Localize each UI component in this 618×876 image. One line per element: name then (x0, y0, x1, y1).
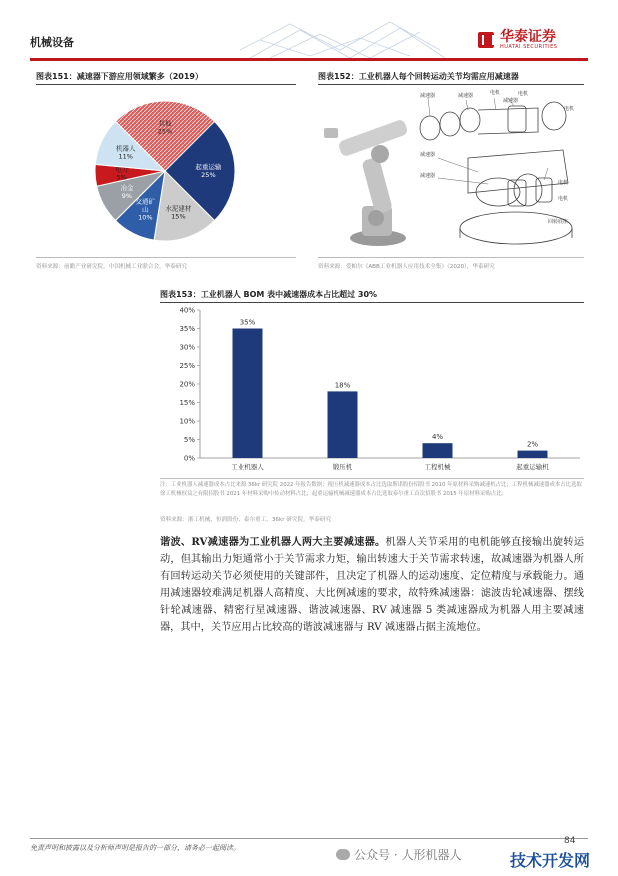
fig153-source: 资料来源：浙工机械，恒润股份，泰尔重工，36kr 研究院，华泰研究 (160, 517, 332, 523)
footer-disclaimer: 免责声明和披露以及分析师声明是报告的一部分，请务必一起阅读。 (30, 844, 240, 852)
label-motor-3: 电机 (564, 106, 575, 112)
x-category-label: 工业机器人 (231, 463, 264, 471)
bar-value-label: 4% (431, 433, 444, 442)
y-tick-label: 5% (183, 436, 195, 444)
bar-1 (328, 391, 358, 458)
bar-value-label: 35% (239, 318, 256, 327)
robot-joint-illustration (318, 88, 584, 254)
bar-0 (233, 329, 263, 459)
label-motor-1: 电机 (490, 90, 501, 96)
y-tick-label: 20% (179, 380, 195, 389)
pie-chart (80, 96, 250, 246)
pie-label-6: 机器人 11% (115, 144, 136, 161)
logo-subtitle: HUATAI SECURITIES (500, 44, 558, 50)
label-motor-2: 电机 (518, 91, 529, 97)
y-tick-label: 25% (179, 362, 195, 370)
y-tick-label: 30% (179, 343, 195, 352)
x-category-label: 锻压机 (332, 463, 353, 471)
fig152-source: 资料来源：爱帕尔《ABB工业机器人应用技术全集》（2020），华泰研究 (318, 264, 495, 270)
watermark-text: 公众号 · 人形机器人 (354, 848, 462, 862)
header-watermark-graphic (240, 20, 450, 60)
body-paragraph (160, 534, 584, 636)
label-reducer-5: 减速器 (420, 173, 436, 179)
body-lead: 谐波、RV减速器为工业机器人两大主要减速器。 (160, 536, 386, 548)
fig153-bottom-rule (160, 478, 584, 479)
fig152-bottom-rule (318, 257, 584, 258)
x-category-label: 起重运输机 (516, 463, 549, 471)
fig151-title: 图表151：减速器下游应用领域繁多（2019） (36, 72, 203, 81)
fig151-bottom-rule (36, 257, 296, 258)
pie-label-3: 交通矿山 10% (135, 197, 156, 222)
fig151-source: 资料来源：前瞻产业研究院，中国机械工业联合会，华泰研究 (36, 264, 188, 270)
label-reducer-4: 减速器 (420, 152, 436, 158)
pie-label-4: 冶金 9% (120, 183, 134, 200)
label-reducer-2: 减速器 (458, 93, 474, 99)
header-rule (30, 58, 588, 61)
fig151-rule (36, 84, 296, 85)
footer-rule (30, 838, 588, 839)
y-tick-label: 0% (183, 454, 195, 463)
fig152-title: 图表152：工业机器人每个回转运动关节均需应用减速器 (318, 72, 519, 81)
huatai-logo (478, 30, 557, 50)
label-motor-4: 电机 (558, 180, 569, 186)
bar-3 (518, 451, 548, 458)
y-tick-label: 35% (179, 325, 195, 333)
pie-label-0: 其他 25% (157, 119, 173, 136)
label-reducer-1: 减速器 (420, 93, 436, 99)
body-text: 机器人关节采用的电机能够直接输出旋转运动，但其输出力矩通常小于关节需求力矩，输出转速大于关节需求转速，故减速器为机器人所有回转运动关节必须使用的关键部件，且决定了机器人的运动速度、定位精度与承载能力。通用减速器较难满足机器人高精度、大比例减速的要求，故特殊减速器：滤波齿轮减速器、摆线针轮减速器、精密行星减速器、谐波减速器、RV 减速器 5 类减速器成为机器人用主要减速器，其中，关节应用占比较高的谐波减速器与 RV 减速器占据主流地位。 (160, 537, 585, 633)
page-number: 84 (564, 836, 576, 846)
pie-label-2: 水泥建材 15% (165, 204, 192, 221)
logo-name: 华泰证券 (500, 29, 556, 45)
industrial-robot-image (324, 119, 409, 246)
label-motor-5: 电机 (558, 196, 569, 202)
x-category-label: 工程机械 (424, 463, 451, 471)
section-title: 机械设备 (30, 36, 74, 49)
bar-value-label: 18% (334, 381, 351, 390)
fig153-title: 图表153：工业机器人 BOM 表中减速器成本占比超过 30% (160, 290, 378, 299)
label-rotary-base: 回转底座 (548, 219, 569, 225)
y-tick-label: 40% (179, 306, 195, 315)
fig153-note: 注：工业机器人减速器成本占比来源 36kr 研究院 2022 年报告数据；视压机减速器成本占比选取斯诺股份招股书 2010 年原材料采购减速机占比；工程机械减速器成本占比选取徐工机械权益之有限招股书 2021 年材料采购中传动材料占比；起重运输机械减速器成本占比选取泰尔重工首次招股书 2015 年原材料采购占比； (160, 482, 582, 497)
bar-2 (423, 443, 453, 458)
site-stamp: 技术开发网 (508, 848, 592, 871)
pie-label-5: 电力 5% (115, 165, 129, 182)
pie-label-1: 起重运输 25% (195, 163, 222, 179)
label-reducer-3: 减速器 (503, 98, 519, 104)
bar-value-label: 2% (526, 440, 539, 449)
bar-chart (160, 304, 584, 476)
wechat-icon (336, 849, 350, 860)
y-tick-label: 10% (179, 417, 195, 426)
logo-mark-icon (478, 32, 494, 48)
fig153-rule (160, 302, 584, 303)
y-tick-label: 15% (179, 399, 195, 407)
fig152-rule (318, 84, 584, 85)
wechat-watermark (336, 846, 461, 863)
